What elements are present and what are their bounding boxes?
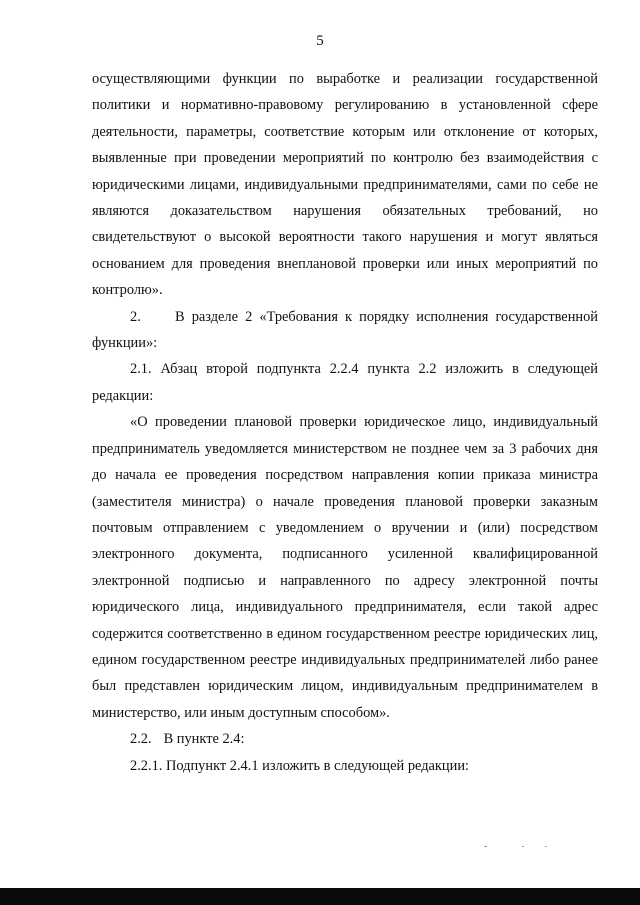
quoted-paragraph: «О проведении плановой проверки юридическое лицо, индивидуальный предприниматель уведомляется министерством не позднее чем за 3 рабочих дня до начала ее проведения посредством направления копии приказа министра (заместителя министра) о начале проведения плановой проверки заказным почтовым отправлением с уведомлением о вручении и (или) посредством электронного документа, подписанного усиленной квалифицированной электронной подписью и направленного по адресу электронной почты юридического лица, индивидуального предпринимателя, если такой адрес содержится соответственно в едином государственном реестре юридических лиц, едином государственном реестре индивидуальных предпринимателей либо ранее был представлен юридическим лицом, индивидуальным предпринимателем в министерство, или иным доступным способом».	[92, 414, 598, 721]
item-2-number: 2.	[130, 308, 141, 325]
scan-speck	[545, 846, 547, 847]
item-2-1-paragraph: 2.1. Абзац второй подпункта 2.2.4 пункта 2.2 изложить в следующей редакции:	[92, 361, 598, 404]
item-2-2-text: В пункте 2.4:	[163, 731, 245, 748]
item-2-2-1-paragraph: 2.2.1. Подпункт 2.4.1 изложить в следующей редакции:	[130, 757, 470, 774]
scan-speck	[522, 846, 524, 847]
scan-speck	[484, 846, 487, 847]
scan-edge-bar	[0, 888, 640, 905]
page-number: 5	[316, 33, 324, 49]
document-body	[92, 66, 598, 779]
continuation-paragraph: осуществляющими функции по выработке и реализации государственной политики и нормативно-правовому регулированию в установленной сфере деятельности, параметры, соответствие которым или отклонение от которых, выявленные при проведении мероприятий по контролю без взаимодействия с юридическими лицами, индивидуальными предпринимателями, сами по себе не являются доказательством нарушения обязательных требований, но свидетельствуют о высокой вероятности такого нарушения и могут являться основанием для проведения внеплановой проверки или иных мероприятий по контролю».	[92, 71, 598, 299]
item-2-2-paragraph	[92, 726, 598, 752]
item-2-paragraph	[92, 304, 598, 357]
item-2-2-number: 2.2.	[130, 731, 152, 748]
item-2-text: В разделе 2 «Требования к порядку исполнения государственной функции»:	[92, 308, 598, 352]
